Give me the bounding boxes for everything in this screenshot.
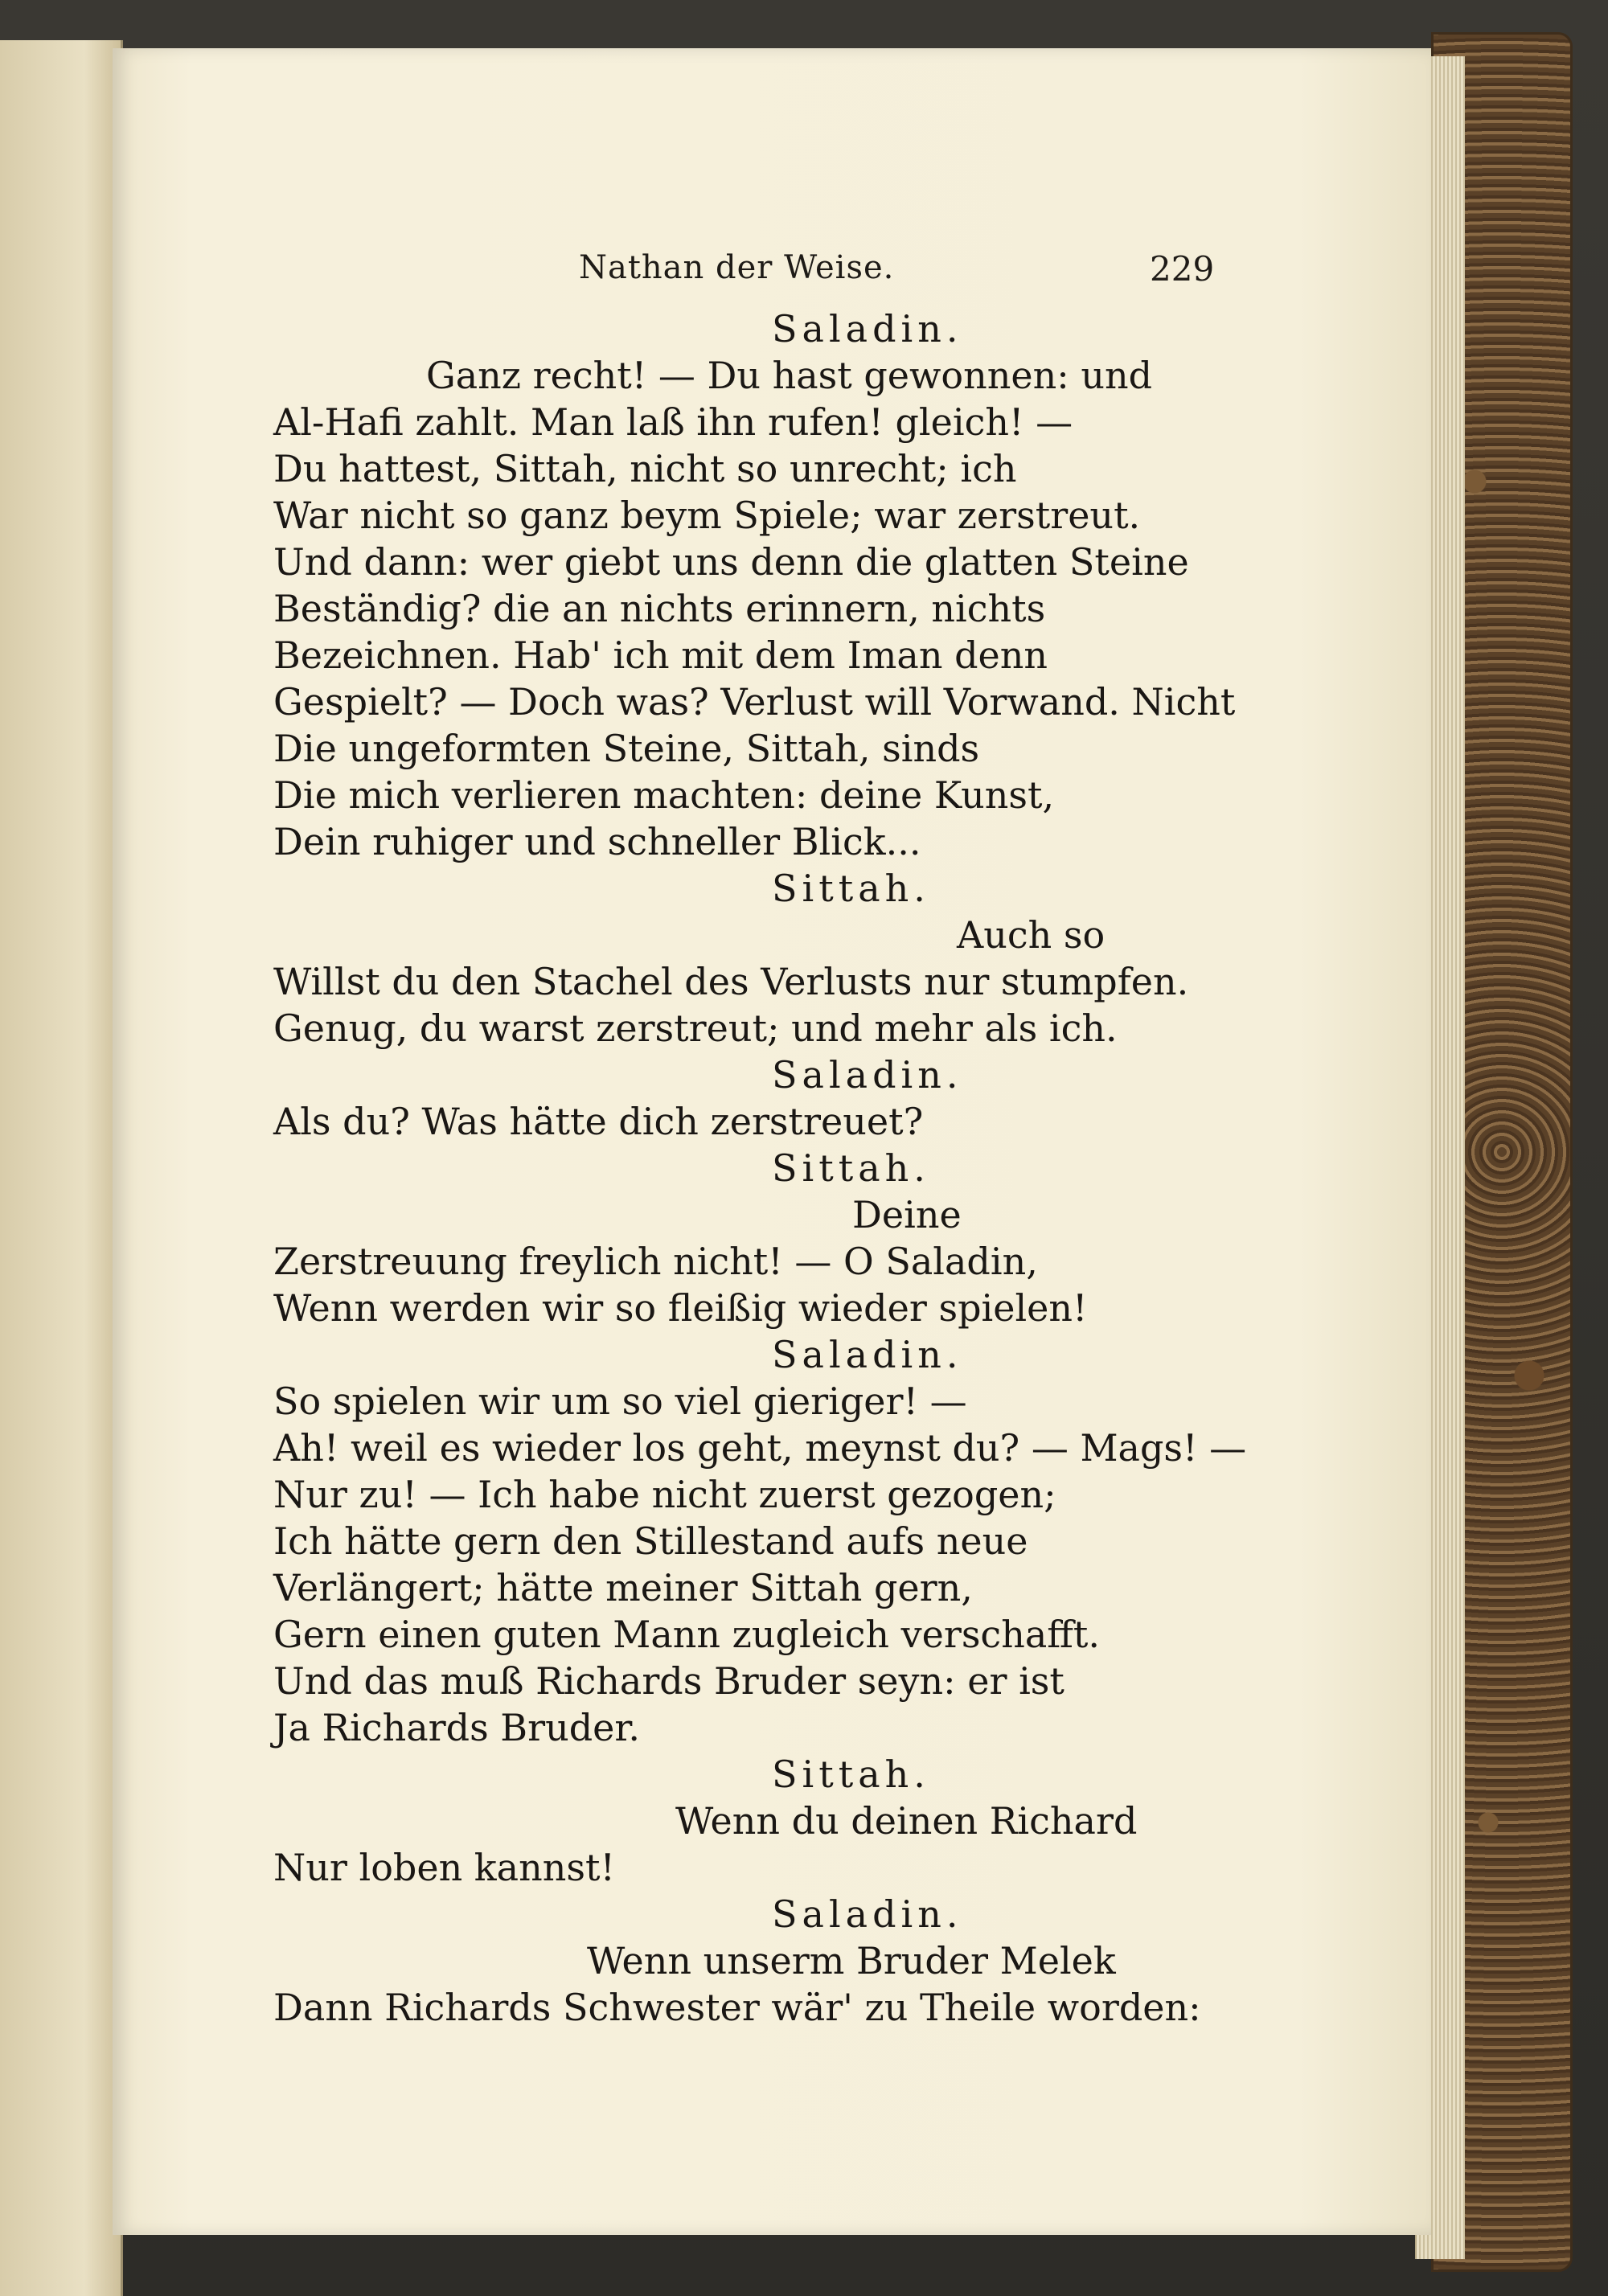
speaker-line: Sittah. bbox=[772, 867, 930, 910]
verse-line: Nur zu! — Ich habe nicht zuerst gezogen; bbox=[273, 1473, 1056, 1516]
verse-line: Du hattest, Sittah, nicht so unrecht; ich bbox=[273, 447, 1017, 490]
verse-line: Ganz recht! — Du hast gewonnen: und bbox=[426, 354, 1153, 397]
verse-line: Willst du den Stachel des Verlusts nur stumpfen. bbox=[273, 960, 1189, 1003]
page-number: 229 bbox=[1150, 249, 1215, 289]
verse-line: Verlängert; hätte meiner Sittah gern, bbox=[273, 1566, 973, 1609]
book-page bbox=[113, 48, 1431, 2235]
verse-line: Die ungeformten Steine, Sittah, sinds bbox=[273, 727, 980, 770]
speaker-line: Sittah. bbox=[772, 1146, 930, 1190]
verse-line: Deine bbox=[852, 1193, 962, 1236]
speaker-line: Saladin. bbox=[772, 307, 963, 351]
verse-line: Gespielt? — Doch was? Verlust will Vorwand. Nicht bbox=[273, 680, 1236, 724]
verse-line: So spielen wir um so viel gieriger! — bbox=[273, 1380, 967, 1423]
page-header bbox=[113, 249, 1431, 297]
verse-line: Al-Hafi zahlt. Man laß ihn rufen! gleich! — bbox=[273, 400, 1073, 444]
verse-line: Genug, du warst zerstreut; und mehr als ich. bbox=[273, 1007, 1118, 1050]
speaker-line: Saladin. bbox=[772, 1333, 963, 1376]
facing-page-edge bbox=[0, 40, 123, 2296]
verse-line: Als du? Was hätte dich zerstreuet? bbox=[273, 1100, 924, 1143]
verse-line: Dann Richards Schwester wär' zu Theile worden: bbox=[273, 1986, 1201, 2029]
verse-line: Ich hätte gern den Stillestand aufs neue bbox=[273, 1519, 1028, 1563]
verse-line: War nicht so ganz beym Spiele; war zerstreut. bbox=[273, 494, 1141, 537]
verse-line: Nur loben kannst! bbox=[273, 1846, 615, 1889]
verse-line: Wenn du deinen Richard bbox=[675, 1799, 1138, 1843]
verse-line: Dein ruhiger und schneller Blick... bbox=[273, 820, 921, 863]
play-text bbox=[273, 305, 1335, 2031]
speaker-line: Saladin. bbox=[772, 1053, 963, 1097]
verse-line: Und dann: wer giebt uns denn die glatten Steine bbox=[273, 540, 1189, 584]
verse-line: Wenn werden wir so fleißig wieder spielen! bbox=[273, 1286, 1088, 1330]
verse-line: Ah! weil es wieder los geht, meynst du? — Mags! — bbox=[273, 1426, 1247, 1470]
verse-line: Beständig? die an nichts erinnern, nichts bbox=[273, 587, 1046, 630]
verse-line: Zerstreuung freylich nicht! — O Saladin, bbox=[273, 1240, 1038, 1283]
verse-line: Auch so bbox=[957, 913, 1106, 957]
verse-line: Bezeichnen. Hab' ich mit dem Iman denn bbox=[273, 633, 1048, 677]
running-title: Nathan der Weise. bbox=[579, 249, 895, 286]
verse-line: Ja Richards Bruder. bbox=[273, 1706, 640, 1749]
speaker-line: Sittah. bbox=[772, 1753, 930, 1796]
verse-line: Und das muß Richards Bruder seyn: er ist bbox=[273, 1659, 1064, 1703]
verse-line: Gern einen guten Mann zugleich verschafft. bbox=[273, 1613, 1101, 1656]
verse-line: Die mich verlieren machten: deine Kunst, bbox=[273, 773, 1055, 817]
verse-line: Wenn unserm Bruder Melek bbox=[587, 1939, 1116, 1982]
speaker-line: Saladin. bbox=[772, 1892, 963, 1936]
